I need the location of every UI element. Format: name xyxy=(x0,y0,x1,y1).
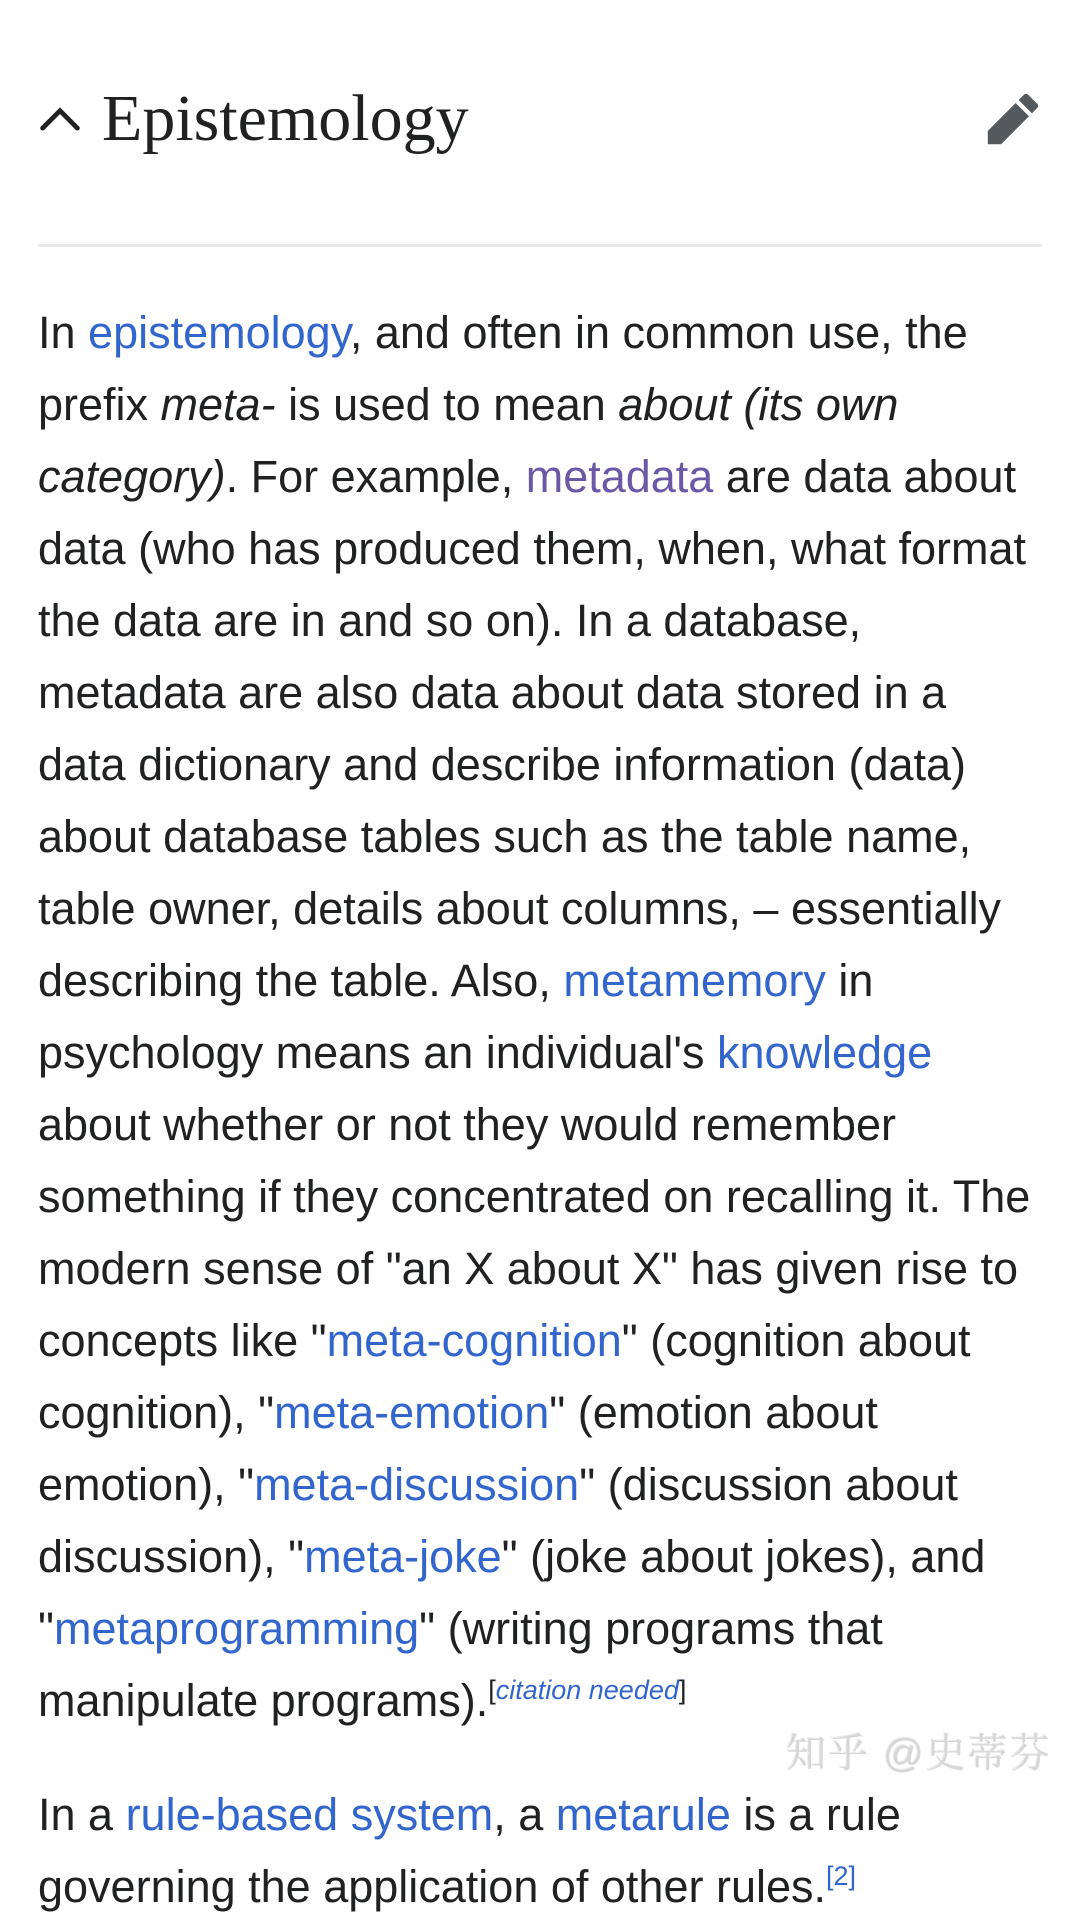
watermark: 知乎 @史蒂芬 xyxy=(786,1732,1052,1776)
link-metaprogramming[interactable]: metaprogramming xyxy=(53,1602,420,1654)
link-meta-cognition[interactable]: meta-cognition xyxy=(326,1314,622,1366)
link-meta-emotion[interactable]: meta-emotion xyxy=(274,1386,550,1438)
link-metamemory[interactable]: metamemory xyxy=(563,954,826,1006)
collapse-section-button[interactable] xyxy=(38,102,84,136)
italic-text: meta- xyxy=(160,378,276,430)
citation-needed-label: citation needed xyxy=(495,1674,679,1705)
paragraph-2: In a rule-based system, a metarule is a rule governing the application of other rules.[2] xyxy=(38,1788,901,1912)
paragraph-1: In epistemology, and often in common use, the prefix meta- is used to mean about (its own category). For example, metadata are data about data (who has produced them, when, what format the data are in and so on). In a database, metadata are also data about data stored in a data dictionary and describe information (data) about database tables such as the table name, table owner, details about columns, – essentially describing the table. Also, metamemory in psychology means an individual's knowledge about whether or not they would remember something if they concentrated on recalling it. The modern sense of "an X about X" has given rise to concepts like "meta-cognition" (cognition about cognition), "meta-emotion" (emotion about emotion), "meta-discussion" (discussion about discussion), "meta-joke" (joke about jokes), and "metaprogramming" (writing programs that manipulate programs).[citation needed] xyxy=(38,306,1031,1726)
link-knowledge[interactable]: knowledge xyxy=(716,1026,933,1078)
pencil-icon xyxy=(985,91,1041,147)
article-body xyxy=(38,297,1042,1923)
section-header xyxy=(38,24,1042,214)
reference-ref[interactable] xyxy=(826,1861,856,1891)
chevron-up-icon xyxy=(38,104,82,134)
edit-section-button[interactable] xyxy=(984,90,1042,148)
citation-needed-ref[interactable]: [citation needed] xyxy=(488,1674,687,1705)
section-divider xyxy=(38,244,1042,247)
ref-2-link[interactable]: [2] xyxy=(826,1860,857,1891)
link-metarule[interactable]: metarule xyxy=(555,1788,731,1840)
link-metadata[interactable]: metadata xyxy=(525,450,714,502)
link-meta-joke[interactable]: meta-joke xyxy=(304,1530,502,1582)
link-meta-discussion[interactable]: meta-discussion xyxy=(254,1458,580,1510)
citation-needed-link[interactable] xyxy=(496,1675,679,1705)
italic-text: about (its own category) xyxy=(38,378,899,502)
link-epistemology[interactable]: epistemology xyxy=(88,306,350,358)
section-title: Epistemology xyxy=(102,81,469,155)
link-rule-based-system[interactable]: rule-based system xyxy=(125,1788,494,1840)
